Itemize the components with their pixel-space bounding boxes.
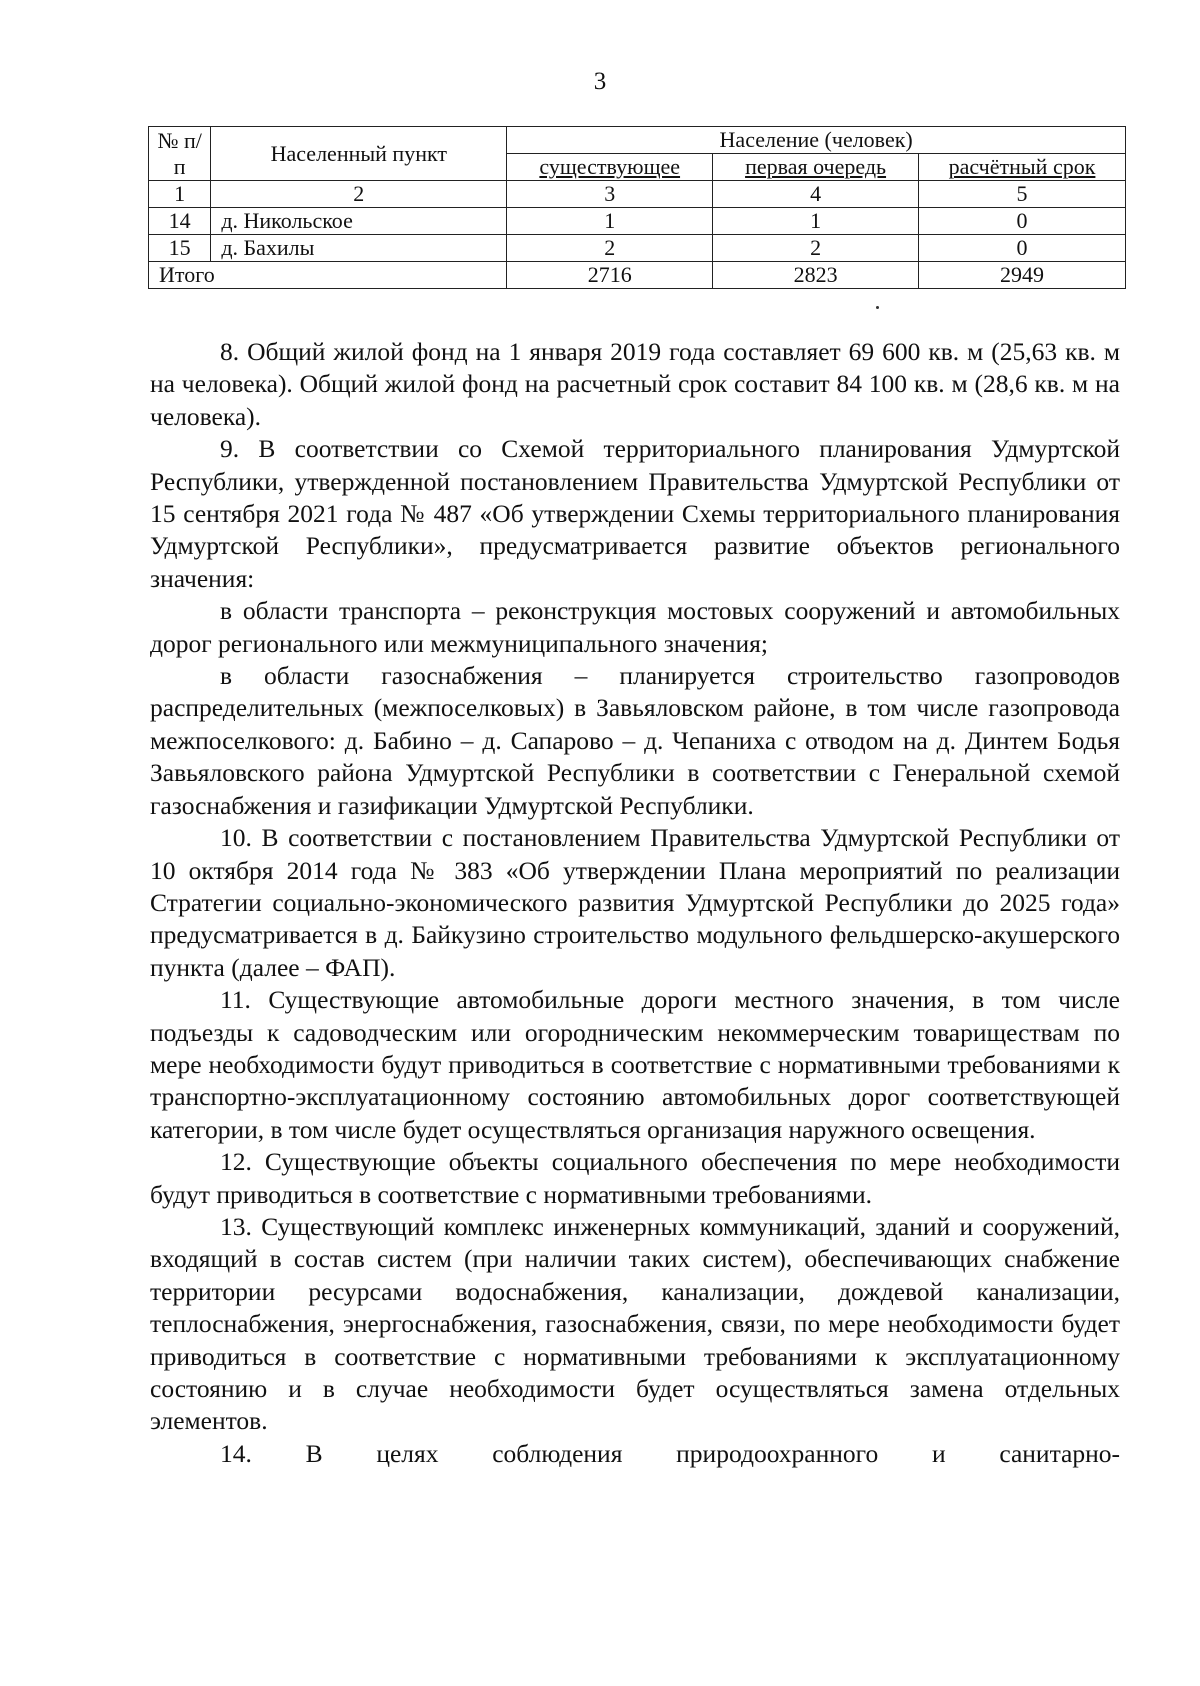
row-estimated: 0 xyxy=(918,208,1125,235)
header-existing: существующее xyxy=(507,154,713,181)
total-existing: 2716 xyxy=(507,262,713,289)
paragraph-14: 14. В целях соблюдения природоохранного и санитарно- xyxy=(220,1438,1120,1468)
paragraph-9: 9. В соответствии со Схемой территориального планирования Удмуртской Республики, утвержденной постановлением Правительства Удмуртской Республики от 15 сентября 2021 года № 487 «Об утверждении Схемы территориального планирования Удмуртской Республики», предусматривается развитие объектов регионального значения: xyxy=(150,434,1120,593)
col-number: 3 xyxy=(507,181,713,208)
header-num: № п/п xyxy=(149,127,211,181)
row-settlement: д. Бахилы xyxy=(211,235,507,262)
paragraph-13: 13. Существующий комплекс инженерных коммуникаций, зданий и сооружений, входящий в состав систем (при наличии таких систем), обеспечивающих снабжение территории ресурсами водоснабжения, канализации, дождевой канализации, теплоснабжения, энергоснабжения, газоснабжения, связи, по мере необходимости будет приводиться в соответствие с нормативными требованиями к эксплуатационному состоянию и в случае необходимости будет осуществляться замена отдельных элементов. xyxy=(150,1211,1120,1436)
page-number: 3 xyxy=(593,68,607,95)
row-num: 14 xyxy=(149,208,211,235)
row-num: 15 xyxy=(149,235,211,262)
col-number: 1 xyxy=(149,181,211,208)
population-table xyxy=(148,126,1126,289)
table-total-row xyxy=(149,262,1126,289)
header-estimated: расчётный срок xyxy=(918,154,1125,181)
row-first-stage: 1 xyxy=(713,208,919,235)
column-number-row xyxy=(149,181,1126,208)
table-row xyxy=(149,235,1126,262)
paragraph-11: 11. Существующие автомобильные дороги местного значения, в том числе подъезды к садоводческим или огородническим некоммерческим товариществам по мере необходимости будут приводиться в соответствие с нормативными требованиями к транспортно-эксплуатационному состоянию автомобильных дорог соответствующей категории, в том числе будет осуществляться организация наружного освещения. xyxy=(150,985,1120,1144)
total-label: Итого xyxy=(149,262,507,289)
paragraph-12: 12. Существующие объекты социального обеспечения по мере необходимости будут приводиться в соответствие с нормативными требованиями. xyxy=(150,1147,1120,1209)
col-number: 2 xyxy=(211,181,507,208)
paragraph-gas: в области газоснабжения – планируется строительство газопроводов распределительных (межпоселковых) в Завьяловском районе, в том числе газопровода межпоселкового: д. Бабино – д. Сапарово – д. Чепаниха с отводом на д. Динтем Бодья Завьяловского района Удмуртской Республики в соответствии с Генеральной схемой газоснабжения и газификации Удмуртской Республики. xyxy=(150,661,1120,820)
header-population: Население (человек) xyxy=(507,127,1126,154)
row-settlement: д. Никольское xyxy=(211,208,507,235)
total-first-stage: 2823 xyxy=(713,262,919,289)
stray-mark xyxy=(876,306,879,309)
total-estimated: 2949 xyxy=(918,262,1125,289)
paragraph-8: 8. Общий жилой фонд на 1 января 2019 года составляет 69 600 кв. м (25,63 кв. м на человека). Общий жилой фонд на расчетный срок составит 84 100 кв. м (28,6 кв. м на человека). xyxy=(150,337,1120,431)
row-estimated: 0 xyxy=(918,235,1125,262)
header-first-stage: первая очередь xyxy=(713,154,919,181)
table-row xyxy=(149,208,1126,235)
table-header-row xyxy=(149,127,1126,154)
col-number: 4 xyxy=(713,181,919,208)
body-text xyxy=(150,336,1120,1470)
row-first-stage: 2 xyxy=(713,235,919,262)
paragraph-transport: в области транспорта – реконструкция мостовых сооружений и автомобильных дорог регионального или межмуниципального значения; xyxy=(150,596,1120,658)
row-existing: 1 xyxy=(507,208,713,235)
header-settlement: Населенный пункт xyxy=(211,127,507,181)
row-existing: 2 xyxy=(507,235,713,262)
paragraph-10: 10. В соответствии с постановлением Правительства Удмуртской Республики от 10 октября 2014 года № 383 «Об утверждении Плана мероприятий по реализации Стратегии социально-экономического развития Удмуртской Республики до 2025 года» предусматривается в д. Байкузино строительство модульного фельдшерско-акушерского пункта (далее – ФАП). xyxy=(150,823,1120,982)
col-number: 5 xyxy=(918,181,1125,208)
